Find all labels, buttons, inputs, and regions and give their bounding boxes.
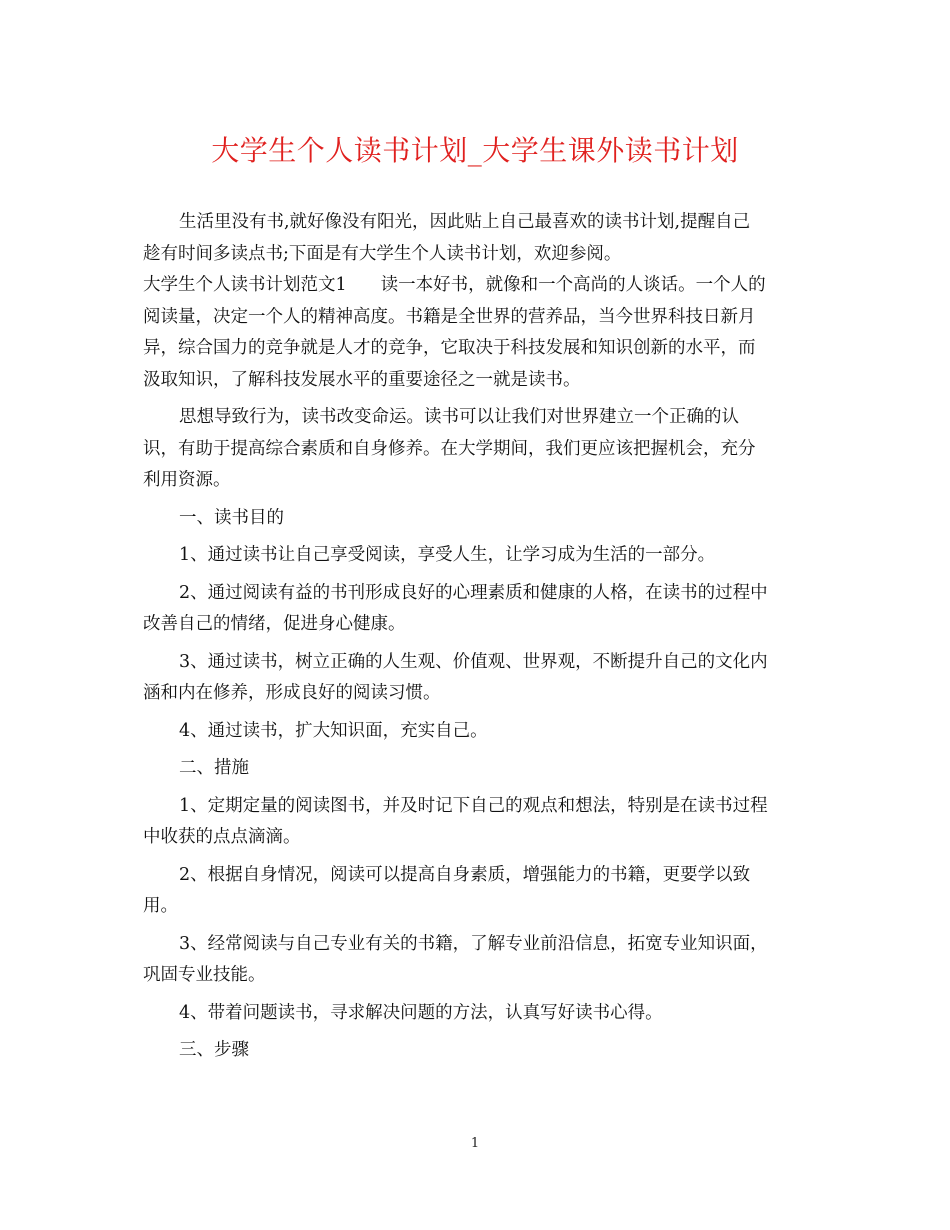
list-item: 2、根据自身情况，阅读可以提高自身素质，增强能力的书籍，更要学以致 bbox=[179, 864, 751, 885]
list-item: 2、通过阅读有益的书刊形成良好的心理素质和健康的人格，在读书的过程中 bbox=[179, 582, 768, 603]
document-body bbox=[143, 207, 811, 1067]
list-item: 3、通过读书，树立正确的人生观、价值观、世界观，不断提升自己的文化内 bbox=[179, 651, 768, 672]
list-item-continuation: 巩固专业技能。 bbox=[143, 965, 266, 985]
list-item: 4、带着问题读书，寻求解决问题的方法，认真写好读书心得。 bbox=[179, 1002, 663, 1023]
section-heading: 一、读书目的 bbox=[179, 507, 284, 528]
sample-heading-line bbox=[143, 270, 811, 302]
paragraph-line: 思想导致行为，读书改变命运。读书可以让我们对世界建立一个正确的认 bbox=[179, 407, 739, 427]
paragraph-line: 利用资源。 bbox=[143, 470, 231, 490]
section-heading: 二、措施 bbox=[179, 758, 249, 778]
paragraph-line: 异，综合国力的竞争就是人才的竞争，它取决于科技发展和知识创新的水平，而 bbox=[143, 338, 756, 358]
list-item: 1、定期定量的阅读图书，并及时记下自己的观点和想法，特别是在读书过程 bbox=[179, 795, 768, 816]
list-item-continuation: 用。 bbox=[143, 896, 178, 916]
list-item: 4、通过读书，扩大知识面，充实自己。 bbox=[179, 720, 488, 741]
intro-paragraph-line: 生活里没有书,就好像没有阳光，因此贴上自己最喜欢的读书计划,提醒自己 bbox=[179, 212, 751, 232]
intro-paragraph-line: 趁有时间多读点书;下面是有大学生个人读书计划，欢迎参阅。 bbox=[143, 243, 622, 264]
page-number: 1 bbox=[470, 1136, 480, 1151]
paragraph-line: 识，有助于提高综合素质和自身修养。在大学期间，我们更应该把握机会，充分 bbox=[143, 438, 756, 459]
list-item-continuation: 改善自己的情绪，促进身心健康。 bbox=[143, 614, 406, 634]
sample-heading: 大学生个人读书计划范文1 bbox=[143, 275, 347, 295]
section-heading: 三、步骤 bbox=[179, 1040, 249, 1060]
list-item-continuation: 中收获的点点滴滴。 bbox=[143, 827, 301, 847]
list-item-continuation: 涵和内在修养，形成良好的阅读习惯。 bbox=[143, 683, 441, 703]
list-item: 3、经常阅读与自己专业有关的书籍，了解专业前沿信息，拓宽专业知识面， bbox=[179, 933, 768, 954]
document-title: 大学生个人读书计划_大学生课外读书计划 bbox=[211, 134, 739, 167]
list-item: 1、通过读书让自己享受阅读，享受人生，让学习成为生活的一部分。 bbox=[179, 545, 716, 565]
paragraph-line: 阅读量，决定一个人的精神高度。书籍是全世界的营养品，当今世界科技日新月 bbox=[143, 306, 756, 327]
paragraph-line: 汲取知识，了解科技发展水平的重要途径之一就是读书。 bbox=[143, 369, 581, 390]
paragraph-text: 读一本好书，就像和一个高尚的人谈话。一个人的 bbox=[380, 275, 766, 295]
